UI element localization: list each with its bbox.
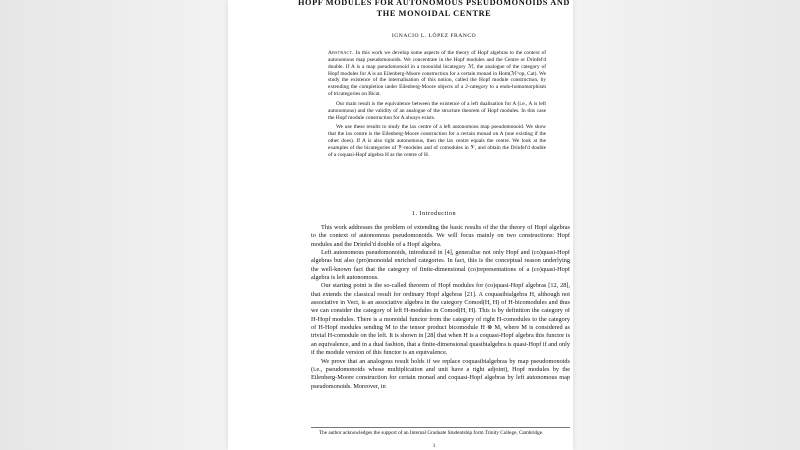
title-line-2: THE MONOIDAL CENTRE [376,9,492,18]
body-text [311,224,570,391]
abstract [328,50,546,162]
body-paragraph-3: Our starting point is the so-called theorem of Hopf modules for (co)quasi-Hopf algebras [12, 28], that extends the classical result for ordinary Hopf algebras [21]. A coquasibialgebra H, although not associative in Vect, is an associative algebra in the category Comod(H, H) of H-bicomodules and thus we can consider the category of left H-modules in Comod(H, H). This is by definition the category of H-Hopf modules. There is a monoidal functor from the category of right H-comodules to the category of H-Hopf modules sending M to the tensor product bicomodule H ⊗ M, where M is considered as trivial H-comodule on the left. It is shown in [28] that when H is a coquasi-Hopf algebra this functor is an equivalence, and in a dual fashion, that a finite-dimensional quasibialgebra is quasi-Hopf if and only if the module version of this functor is an equivalence. [311,282,570,357]
footnote-text: The author acknowledges the support of an Internal Graduate Studentship form Trinity College, Cambridge. [319,430,544,436]
author-name: IGNACIO L. LÓPEZ FRANCO [391,33,477,39]
footnote [311,427,570,437]
abstract-paragraph-3: We use these results to study the lax centre of a left autonomous map pseudomonoid. We show that the lax centre is the Eilenberg-Moore construction for a certain monad on A (one existing if the other does). If A is also right autonomous, then the lax centre equals the centre. We look at the examples of the bicategories of 𝒱-modules and of comodules in 𝒱, and obtain the Drinfel'd double of a coquasi-Hopf algebra H as the centre of H. [328,124,546,158]
body-paragraph-1: This work addresses the problem of extending the basic results of the the theory of Hopf algebras to the context of autonomous pseudomonoids. We will focus mainly on two constructions: Hopf modules and the Drinfel'd double of a Hopf algebra. [311,224,570,248]
paper-title [298,0,570,19]
page-number: 1 [432,443,436,449]
title-line-1: HOPF MODULES FOR AUTONOMOUS PSEUDOMONOIDS AND [298,0,571,7]
abstract-text-1: In this work we develop some aspects of the theory of Hopf algebras to the context of autonomous map pseudomonoids. We concentrate in the Hopf modules and the Centre or Drinfel'd double. If A is a map pseudomonoid in a monoidal bicategory ℳ, the analogue of the category of Hopf modules for A is an Eilenberg-Moore construction for a certain monad in Hom(ℳ^op, Cat). We study the existence of the internalisation of this notion, called the Hopf module construction, by extending the completion under Eilenberg-Moore objects of a 2-category to a endo-homomorphism of tricategories on Bicat. [328,50,546,98]
abstract-paragraph-1 [328,50,546,98]
abstract-label: Abstract. [328,50,354,56]
viewer-background-left [0,0,228,450]
section-heading: 1. Introduction [411,210,457,217]
paper-page [228,0,573,450]
viewer-background-right [573,0,800,450]
body-paragraph-4: We prove that an analogous result holds if we replace coquasibialgebras by map pseudomonoids (i.e., pseudomonoids whose multiplication and unit have a right adjoint), Hopf modules by the Eilenberg-Moore construction for certain monad and coquasi-Hopf algebras by left autonomous map pseudomonoids. Moreover, in [311,357,570,390]
body-paragraph-2: Left autonomous pseudomonoids, introduced in [4], generalise not only Hopf and (co)quasi-Hopf algebras but also (pro)monoidal enriched categories. In fact, this is the conceptual reason underlying the well-known fact that the category of finite-dimensional (co)representations of a (co)quasi-Hopf algebra is left autonomous. [311,249,570,282]
abstract-paragraph-2: Our main result is the equivalence between the existence of a left dualisation for A (i.e., A is left autonomous) and the validity of an analogue of the structure theorem of Hopf modules. In this case the Hopf module construction for A always exists. [328,100,546,121]
